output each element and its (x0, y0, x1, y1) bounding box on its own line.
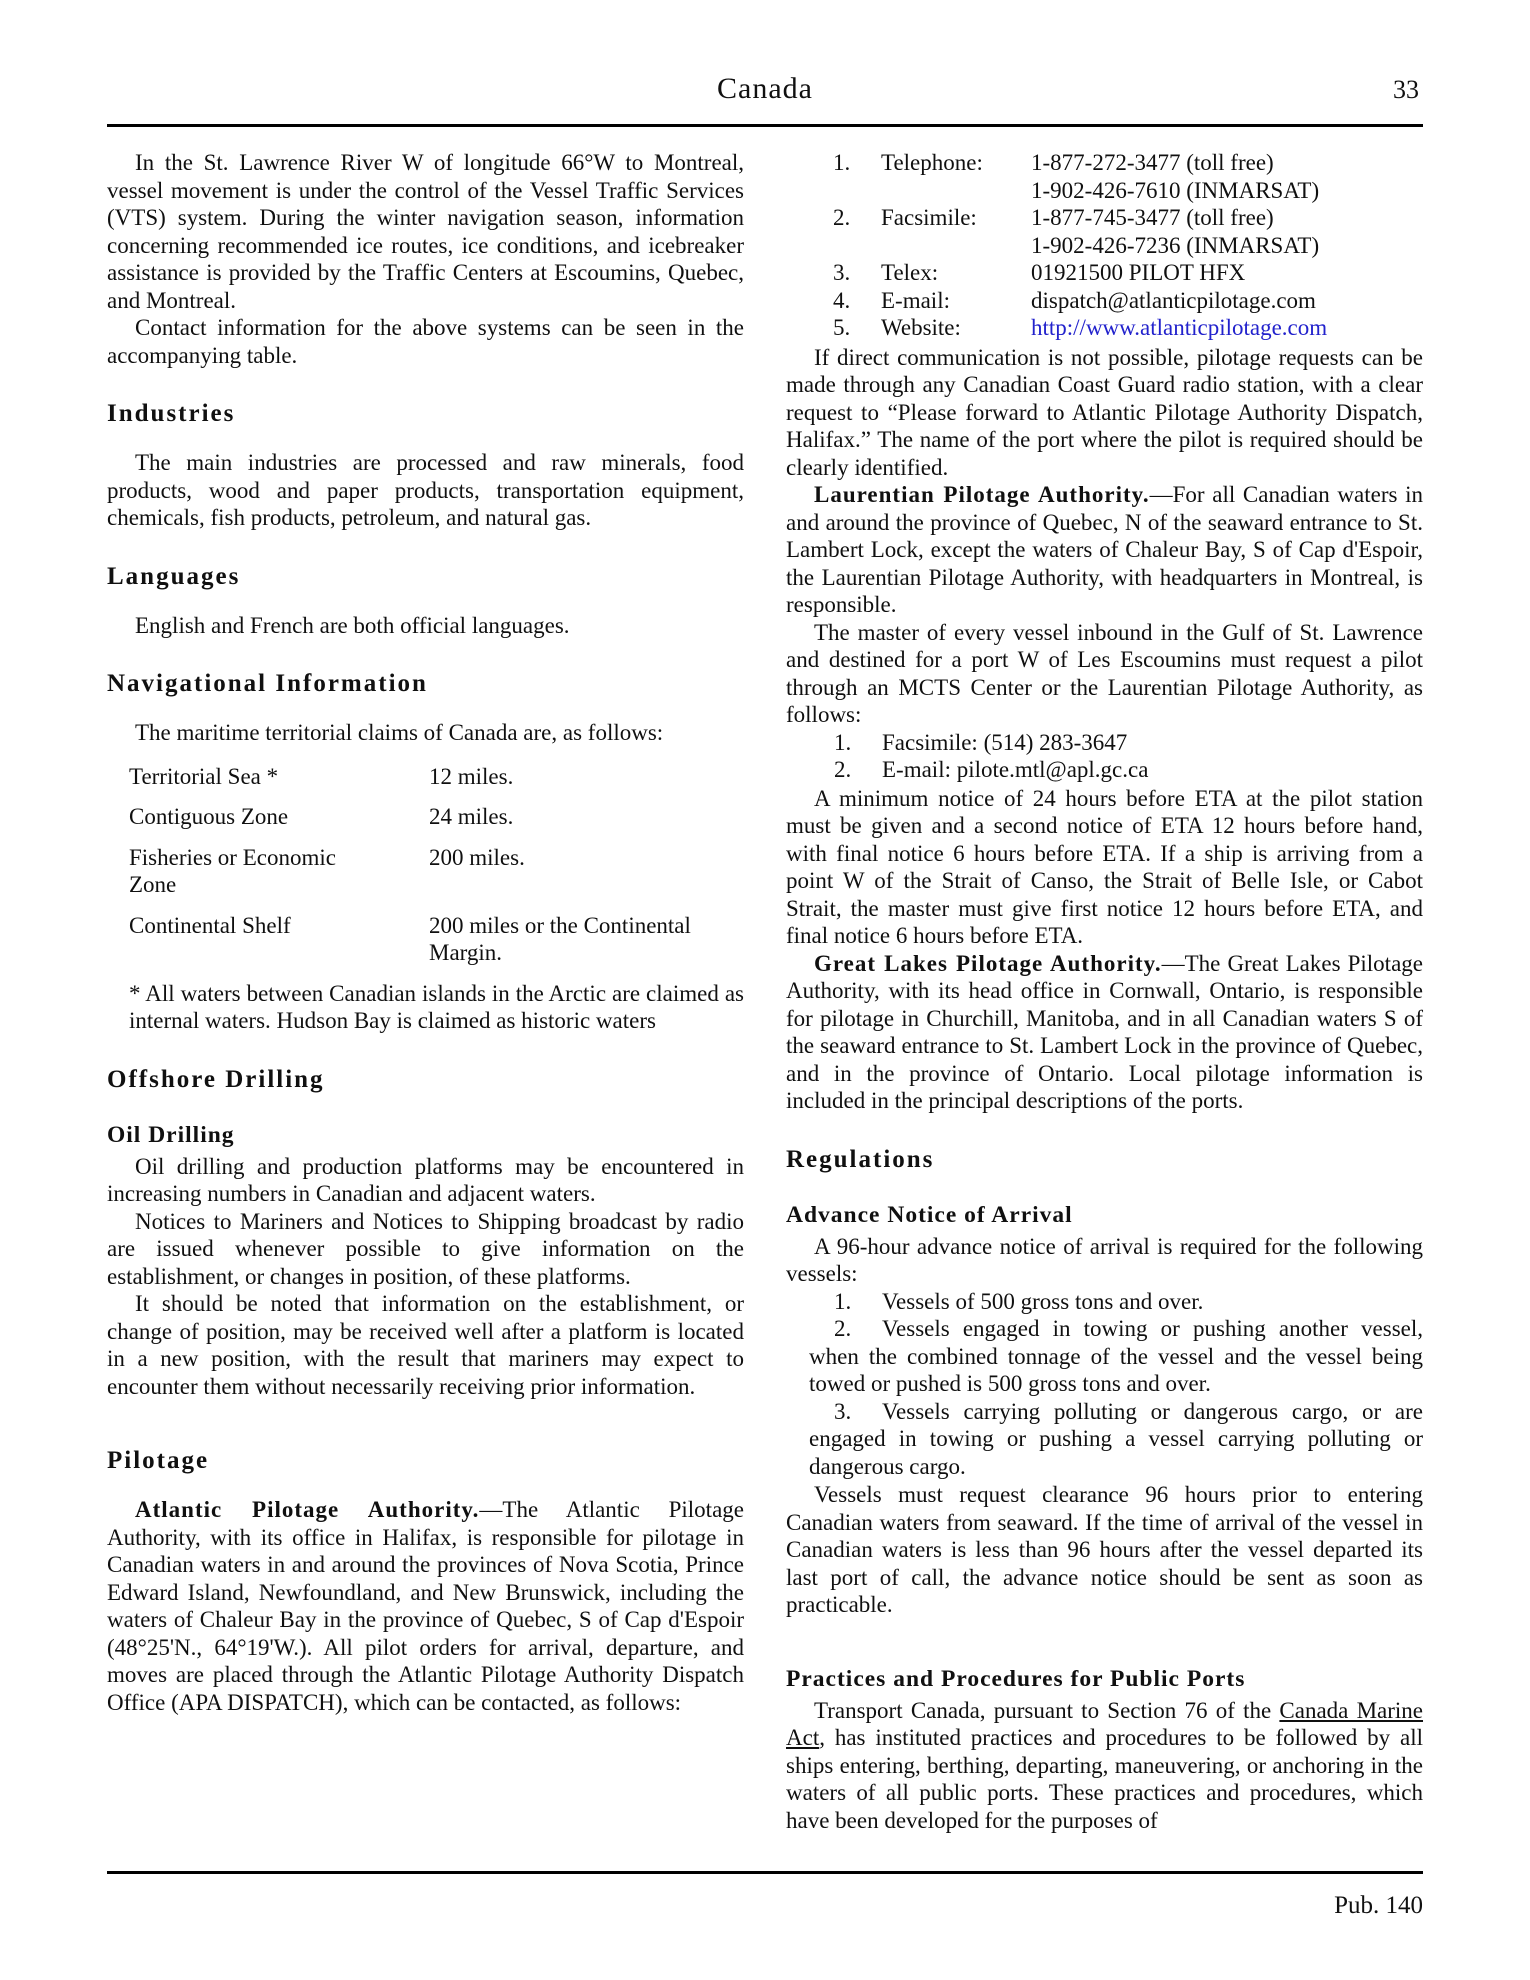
footer-rule (107, 1871, 1423, 1874)
heading-languages: Languages (107, 562, 241, 590)
heading-regulations: Regulations (786, 1145, 935, 1173)
contact-number (833, 177, 881, 205)
claim-term: Fisheries or Economic Zone (129, 844, 336, 897)
table-row (107, 912, 744, 967)
heading-industries: Industries (107, 400, 236, 427)
claim-value: 200 miles or the Continental Margin. (429, 912, 691, 965)
territorial-claims-footnote: * All waters between Canadian islands in the Arctic are claimed as internal waters. Hudson Bay is claimed as historic waters (129, 980, 744, 1033)
list-item-number: 2. (834, 1316, 852, 1341)
contact-row-telephone (786, 149, 1423, 177)
website-link[interactable]: http://www.atlanticpilotage.com (1031, 315, 1328, 340)
contact-row-telex (786, 259, 1423, 287)
subheading-practices-public-ports: Practices and Procedures for Public Ports (786, 1665, 1246, 1692)
territorial-claims-table (107, 763, 744, 967)
paragraph-industries: The main industries are processed and raw minerals, food products, wood and paper products, transportation equipment, chemicals, fish products, petroleum, and natural gas. (107, 450, 744, 530)
claim-term: Continental Shelf (129, 912, 291, 938)
page-number: 33 (1393, 75, 1419, 104)
content-columns (107, 149, 1423, 1834)
paragraph-radio-request: If direct communication is not possible, pilotage requests can be made through any Canadian Coast Guard radio station, with a clear request to “Please forward to Atlantic Pilotage Authority Dispatch, Halifax.” The name of the port where the pilot is required should be clearly identified. (786, 344, 1423, 480)
claim-value: 12 miles. (429, 763, 514, 789)
contact-label: E-mail: (881, 287, 950, 313)
contact-value: dispatch@atlanticpilotage.com (1031, 287, 1316, 313)
page-content (107, 72, 1423, 1834)
contact-row-facsimile-2 (786, 232, 1423, 260)
laurentian-contact-list (786, 729, 1423, 784)
paragraph-clearance-96h: Vessels must request clearance 96 hours prior to entering Canadian waters from seaward. If the time of arrival of the vessel in Canadian waters is less than 96 hours after the vessel departed its last port of call, the advance notice should be sent as soon as practicable. (786, 1482, 1423, 1617)
list-item-text: Vessels engaged in towing or pushing another vessel, when the combined tonnage of the vessel and the vessel being towed or pushed is 500 gross tons and over. (809, 1316, 1423, 1396)
subheading-advance-notice: Advance Notice of Arrival (786, 1201, 1073, 1228)
contact-value: 01921500 PILOT HFX (1031, 260, 1246, 285)
list-item-text: Vessels carrying polluting or dangerous cargo, or are engaged in towing or pushing a vessel carrying polluting or dangerous cargo. (809, 1398, 1423, 1479)
apa-contact-list (786, 149, 1423, 342)
paragraph-atlantic-pilotage (107, 1496, 744, 1716)
right-column (786, 149, 1423, 1834)
contact-number: 5. (833, 315, 851, 340)
claim-term: Territorial Sea * (129, 763, 279, 789)
list-item-number: 2. (834, 757, 852, 782)
paragraph-eta-notice: A minimum notice of 24 hours before ETA at the pilot station must be given and a second notice of ETA 12 hours before hand, with final notice 6 hours before ETA. If a ship is arriving from a point W of the Strait of Canso, the Strait of Belle Isle, or Cabot Strait, the master must give first notice 12 hours before ETA, and final notice 6 hours before ETA. (786, 785, 1423, 948)
paragraph-territorial-claims-intro: The maritime territorial claims of Canada are, as follows: (135, 720, 664, 745)
table-row (107, 844, 744, 899)
claim-value: 200 miles. (429, 844, 525, 870)
list-item-text: Vessels of 500 gross tons and over. (882, 1288, 1204, 1314)
contact-value: 1-877-272-3477 (toll free) (1031, 150, 1274, 175)
contact-number: 1. (833, 150, 851, 175)
list-item-vessel-3 (786, 1398, 1423, 1481)
great-lakes-pilotage-text: —The Great Lakes Pilotage Authority, with its head office in Cornwall, Ontario, is responsible for pilotage in Churchill, Manitoba, and in all Canadian waters S of the seaward entrance to St. Lambert Lock in the province of Quebec, and in the province of Ontario. Local pilotage information is included in the principal descriptions of the ports. (786, 950, 1423, 1113)
publication-number: Pub. 140 (1334, 1892, 1423, 1919)
table-row (107, 763, 744, 791)
great-lakes-pilotage-lead: Great Lakes Pilotage Authority. (814, 950, 1162, 976)
list-item-vessel-2 (786, 1315, 1423, 1398)
header-rule (107, 124, 1423, 127)
list-item-text: E-mail: pilote.mtl@apl.gc.ca (882, 757, 1149, 782)
list-item-number: 1. (834, 1288, 852, 1314)
heading-navigational-information: Navigational Information (107, 670, 428, 697)
practices-text-before: Transport Canada, pursuant to Section 76 of the (814, 1697, 1280, 1723)
paragraph-great-lakes-pilotage (786, 950, 1423, 1115)
paragraph-advance-notice-intro: A 96-hour advance notice of arrival is required for the following vessels: (786, 1233, 1423, 1286)
paragraph-oil-drilling-2: Notices to Mariners and Notices to Shipping broadcast by radio are issued whenever possible to give information on the establishment, or changes in position, of these platforms. (107, 1208, 744, 1289)
list-item-laurentian-email (786, 756, 1423, 784)
contact-row-website (786, 314, 1423, 342)
paragraph-oil-drilling-1: Oil drilling and production platforms may be encountered in increasing numbers in Canadian and adjacent waters. (107, 1153, 744, 1206)
paragraph-contact-info: Contact information for the above systems can be seen in the accompanying table. (107, 315, 744, 368)
table-row (107, 803, 744, 831)
contact-label: Telex: (881, 260, 939, 285)
advance-notice-vessel-list (786, 1288, 1423, 1481)
contact-value: 1-902-426-7236 (INMARSAT) (1031, 232, 1320, 258)
atlantic-pilotage-text: —The Atlantic Pilotage Authority, with its office in Halifax, is responsible for pilotage in Canadian waters in and around the provinces of Nova Scotia, Prince Edward Island, Newfoundland, and New Brunswick, including the waters of Chaleur Bay in the province of Quebec, S of Cap d'Espoir (48°25'N., 64°19'W.). All pilot orders for arrival, departure, and moves are placed through the Atlantic Pilotage Authority Dispatch Office (APA DISPATCH), which can be contacted, as follows: (107, 1497, 744, 1715)
claim-term: Contiguous Zone (129, 804, 289, 829)
heading-offshore-drilling: Offshore Drilling (107, 1065, 325, 1093)
left-column (107, 149, 744, 1834)
contact-label: Facsimile: (881, 205, 977, 230)
heading-pilotage: Pilotage (107, 1447, 210, 1474)
paragraph-practices (786, 1697, 1423, 1835)
page-header (107, 72, 1423, 116)
contact-label (881, 177, 1031, 205)
list-item-number: 3. (834, 1398, 852, 1424)
paragraph-master-request: The master of every vessel inbound in the Gulf of St. Lawrence and destined for a port W of Les Escoumins must request a pilot through an MCTS Center or the Laurentian Pilotage Authority, as follows: (786, 619, 1423, 727)
paragraph-vts: In the St. Lawrence River W of longitude 66°W to Montreal, vessel movement is under the control of the Vessel Traffic Services (VTS) system. During the winter navigation season, information concerning recommended ice routes, ice conditions, and icebreaker assistance is provided by the Traffic Centers at Escoumins, Quebec, and Montreal. (107, 150, 744, 313)
list-item-text: Facsimile: (514) 283-3647 (882, 729, 1128, 755)
laurentian-pilotage-lead: Laurentian Pilotage Authority. (814, 482, 1150, 507)
laurentian-pilotage-text: —For all Canadian waters in and around the province of Quebec, N of the seaward entrance to St. Lambert Lock, except the waters of Chaleur Bay, S of Cap d'Espoir, the Laurentian Pilotage Authority, with headquarters in Montreal, is responsible. (786, 482, 1423, 617)
subheading-oil-drilling: Oil Drilling (107, 1121, 235, 1148)
contact-number: 4. (833, 287, 851, 313)
paragraph-laurentian-pilotage (786, 481, 1423, 619)
canada-marine-act-reference: Canada Marine Act (786, 1697, 1424, 1750)
list-item-vessel-1 (786, 1288, 1423, 1316)
practices-text-after: , has instituted practices and procedures to be followed by all ships entering, berthing, departing, maneuvering, or anchoring in the waters of all public ports. These practices and procedures, which have been developed for the purposes of (786, 1725, 1423, 1833)
claim-value: 24 miles. (429, 804, 514, 829)
contact-value: 1-877-745-3477 (toll free) (1031, 205, 1274, 230)
paragraph-oil-drilling-3: It should be noted that information on the establishment, or change of position, may be received well after a platform is located in a new position, with the result that mariners may expect to encounter them without necessarily receiving prior information. (107, 1291, 744, 1399)
page-title: Canada (717, 72, 813, 105)
contact-number: 3. (833, 260, 851, 285)
contact-row-telephone-2 (786, 177, 1423, 205)
contact-row-facsimile (786, 204, 1423, 232)
contact-number (833, 232, 881, 260)
list-item-number: 1. (834, 729, 852, 755)
contact-label: Website: (881, 315, 961, 340)
atlantic-pilotage-lead: Atlantic Pilotage Authority. (135, 1497, 480, 1522)
contact-label: Telephone: (881, 150, 983, 175)
paragraph-languages: English and French are both official languages. (135, 612, 570, 638)
list-item-laurentian-facsimile (786, 729, 1423, 757)
contact-row-email (786, 287, 1423, 315)
contact-value: 1-902-426-7610 (INMARSAT) (1031, 177, 1320, 203)
contact-number: 2. (833, 205, 851, 230)
contact-label (881, 232, 1031, 260)
